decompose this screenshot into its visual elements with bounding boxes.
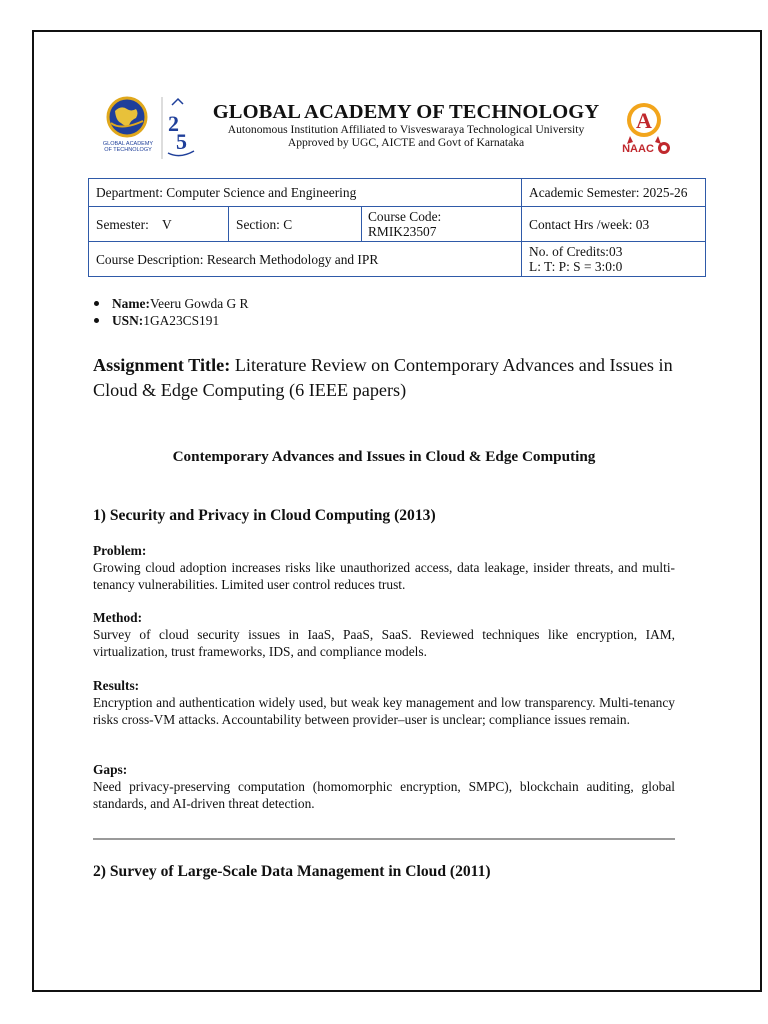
- student-details: [92, 295, 248, 329]
- institution-name: GLOBAL ACADEMY OF TECHNOLOGY: [212, 101, 600, 123]
- paper1-method: [93, 610, 675, 660]
- paper1-gaps: [93, 762, 675, 812]
- gaps-text: Need privacy-preserving computation (homomorphic encryption, SMPC), blockchain auditing, global standards, and AI-driven threat detection.: [93, 778, 675, 811]
- anniversary-25-logo: [160, 95, 200, 161]
- naac-logo: [620, 100, 676, 160]
- academic-semester-cell: Academic Semester: 2025-26: [522, 179, 706, 207]
- ltps-value: L: T: P: S = 3:0:0: [529, 259, 623, 274]
- gaps-label: Gaps:: [93, 762, 128, 777]
- student-name-item: [92, 295, 248, 312]
- student-usn-item: [92, 312, 248, 329]
- paper1-problem: [93, 543, 675, 593]
- course-code-value: RMIK23507: [368, 224, 437, 239]
- svg-text:A: A: [636, 108, 652, 133]
- problem-label: Problem:: [93, 543, 147, 558]
- section-cell: Section: C: [229, 207, 362, 242]
- method-text: Survey of cloud security issues in IaaS, PaaS, SaaS. Reviewed techniques like encryption, IAM, virtualization, trust frameworks, IDS, and compliance models.: [93, 626, 675, 659]
- gat-logo: [97, 95, 159, 161]
- results-label: Results:: [93, 678, 140, 693]
- section-divider: [93, 838, 675, 840]
- institution-header: [200, 101, 612, 149]
- svg-text:2: 2: [168, 111, 179, 136]
- course-description-cell: Course Description: Research Methodology and IPR: [89, 242, 522, 277]
- course-info-table: [88, 178, 706, 277]
- svg-text:GLOBAL ACADEMY: GLOBAL ACADEMY: [102, 141, 154, 147]
- contact-hours-cell: Contact Hrs /week: 03: [522, 207, 706, 242]
- course-code-label: Course Code:: [368, 209, 442, 224]
- department-cell: Department: Computer Science and Engineering: [89, 179, 522, 207]
- method-label: Method:: [93, 610, 143, 625]
- problem-text: Growing cloud adoption increases risks like unauthorized access, data leakage, insider threats, and multi-tenancy vulnerabilities. Limited user control reduces trust.: [93, 559, 675, 592]
- main-heading: Contemporary Advances and Issues in Cloud & Edge Computing: [172, 448, 596, 465]
- student-name: Veeru Gowda G R: [149, 296, 249, 311]
- paper2-heading: 2) Survey of Large-Scale Data Management in Cloud (2011): [93, 863, 491, 880]
- affiliation-line: Autonomous Institution Affiliated to Visveswaraya Technological University: [227, 123, 585, 136]
- approval-line: Approved by UGC, AICTE and Govt of Karnataka: [287, 136, 525, 149]
- assignment-title-label: Assignment Title:: [93, 355, 231, 375]
- course-code-cell: [362, 207, 522, 242]
- usn-label: USN:: [112, 313, 144, 328]
- svg-text:OF TECHNOLOGY: OF TECHNOLOGY: [104, 147, 152, 153]
- student-usn: 1GA23CS191: [143, 313, 220, 328]
- paper1-heading: 1) Security and Privacy in Cloud Computing (2013): [93, 507, 436, 524]
- assignment-title-text: Literature Review on Contemporary Advances and Issues in Cloud & Edge Computing (6 IEEE papers): [93, 355, 673, 400]
- paper1-results: [93, 678, 675, 728]
- svg-text:5: 5: [176, 129, 187, 154]
- assignment-title: [93, 353, 673, 402]
- semester-cell: Semester: V: [89, 207, 229, 242]
- svg-text:NAAC: NAAC: [622, 143, 654, 155]
- credits-cell: [522, 242, 706, 277]
- results-text: Encryption and authentication widely used, but weak key management and low transparency. Multi-tenancy risks cross-VM attacks. Accountability between provider–user is unclear; compliance issues remain.: [93, 694, 675, 727]
- credits-value: No. of Credits:03: [529, 244, 623, 259]
- name-label: Name:: [112, 296, 150, 311]
